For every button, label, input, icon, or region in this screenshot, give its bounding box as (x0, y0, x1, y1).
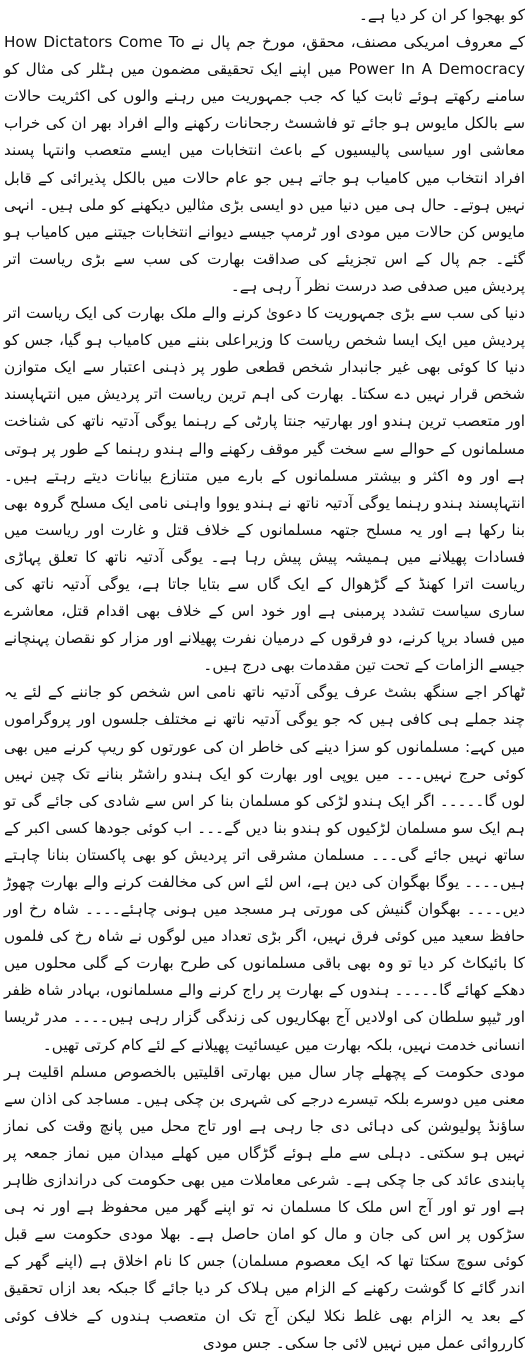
article-body (4, 2, 525, 1357)
article-paragraph-modi-government: مودی حکومت کے پچھلے چار سال میں بھارتی اقلیتیں بالخصوص مسلم اقلیت ہر معنی میں دوسرے بلکہ تیسرے درجے کی شہری بن چکی ہیں۔ مساجد کی اذان سے ساؤنڈ پولیوشن کی دہائی دی جا رہی ہے اور تاج محل میں پانچ وقت کی نماز نہیں ہو سکتی۔ دہلی سے ملے ہوئے گڑگاں میں کھلے میدان میں نماز جمعہ پر پابندی عائد کی جا چکی ہے۔ شرعی معاملات میں بھی حکومت کی دراندازی ظاہر ہے اور تو اور آج اس ملک کا مسلمان نہ تو اپنے گھر میں محفوظ ہے اور نہ ہی سڑکوں پر اس کی جان و مال کو امان حاصل ہے۔ بھلا مودی حکومت سے قبل کوئی سوچ سکتا تھا کہ ایک معصوم مسلمان) جس کا نام اخلاق ہے (اپنے گھر کے اندر گائے کا گوشت رکھنے کے الزام میں ہلاک کر دیا جائے گا جبکہ بعد ازاں تحقیق کے بعد یہ الزام بھی غلط نکلا لیکن آج تک ان متعصب ہندوں کے خلاف کوئی کارروائی عمل میں نہیں لائی جا سکی۔ جس مودی (4, 1062, 525, 1352)
article-paragraph-uttar-pradesh: دنیا کی سب سے بڑی جمہوریت کا دعویٰ کرنے والے ملک بھارت کی ایک ریاست اتر پردیش میں ایک ایسا شخص ریاست کا وزیراعلی بننے میں کامیاب ہو گیا، جس کو دنیا کا کوئی بھی غیر جانبدار شخص قطعی طور پر ذہنی اعتبار سے ایک متوازن شخص قرار نہیں دے سکتا۔ بھارت کی اہم ترین ریاست اتر پردیش میں انتہاپسند اور متعصب ترین ہندو اور بھارتیہ جنتا پارٹی کے رہنما یوگی آدتیہ ناتھ کی شناخت مسلمانوں کے حوالے سے سخت گیر موقف رکھنے والے ہندو رہنما کے طور پر ہوتی ہے اور وہ اکثر و بیشتر مسلمانوں کے بارے میں متنازع بیانات دیتے رہتے ہیں۔ انتہاپسند ہندو رہنما یوگی آدتیہ ناتھ نے ہندو یووا واہنی نامی ایک مسلح گروہ بھی بنا رکھا ہے اور یہ مسلح جتھہ مسلمانوں کے خلاف قتل و غارت اور ریاست میں فسادات پھیلانے میں ہمیشہ پیش پیش رہا ہے۔ یوگی آدتیہ ناتھ کا تعلق پہاڑی ریاست اترا کھنڈ کے گڑھوال کے ایک گاں سے بتایا جاتا ہے، یوگی آدتیہ ناتھ کی ساری سیاست تشدد پرمبنی ہے اور خود اس کے خلاف بھی اقدام قتل، معاشرے میں فساد برپا کرنے، دو فرقوں کے درمیان نفرت پھیلانے اور مزار کو نقصان پہنچانے جیسے الزامات کے تحت تین مقدمات بھی درج ہیں۔ (4, 304, 525, 675)
article-paragraph-quotes: ٹھاکر اجے سنگھ بشٹ عرف یوگی آدتیہ ناتھ نامی اس شخص کو جاننے کے لئے یہ چند جملے ہی کافی ہیں کہ جو یوگی آدتیہ ناتھ نے مختلف جلسوں اور پروگراموں میں کہے: مسلمانوں کو سزا دینے کی خاطر ان کی عورتوں کو ریپ کرنے میں بھی کوئی حرج نہیں۔۔۔ میں یوپی اور بھارت کو ایک ہندو راشٹر بنانے تک چین نہیں لوں گا۔۔۔۔۔ اگر ایک ہندو لڑکی کو مسلمان بنا کر اس سے شادی کی جائے گی تو ہم ایک سو مسلمان لڑکیوں کو ہندو بنا دیں گے۔۔۔ اب کوئی جودھا کسی اکبر کے ساتھ نہیں جائے گی۔۔۔ مسلمان مشرقی اتر پردیش کو بھی پاکستان بنانا چاہتے ہیں۔۔۔۔ یوگا بھگوان کی دین ہے، اس لئے اس کی مخالفت کرنے والے بھارت چھوڑ دیں۔۔۔۔ بھگوان گنیش کی مورتی ہر مسجد میں ہونی چاہئے۔۔۔۔ شاہ رخ اور حافظ سعید میں کوئی فرق نہیں، اگر بڑی تعداد میں لوگوں نے شاہ رخ کی فلموں کا بائیکاٹ کر دیا تو وہ بھی باقی مسلمانوں کی طرح بھارت کے گلی محلوں میں دھکے کھائے گا۔۔۔۔۔ ہندوں کے بھارت پر راج کرنے والے مسلمانوں، بہادر شاہ ظفر اور ٹیپو سلطان کی اولادیں آج بھکاریوں کی زندگی گزار رہی ہیں۔۔۔۔ مدر ٹریسا انسانی خدمت نہیں، بلکہ بھارت میں عیسائیت پھیلانے کے لئے کام کرتی تھیں۔ (4, 683, 525, 1054)
article-paragraph-jim-paul: کے معروف امریکی مصنف، محقق، مورخ جم پال نے How Dictators Come To Power In A Democracy میں اپنے ایک تحقیقی مضمون میں ہٹلر کی مثال کو سامنے رکھتے ہوئے ثابت کیا کہ جب جمہوریت میں رہنے والوں کی اکثریت حالات سے بالکل مایوس ہو جائے تو فاشسٹ رجحانات رکھنے والے افراد بھر ان کی خراب معاشی اور سیاسی پالیسیوں کے باعث انتخابات میں ایسے متعصب وانتہا پسند افراد انتخاب میں کامیاب ہو جاتے ہیں جو عام حالات میں بالکل پذیرائی کے قابل نہیں ہوتے۔ حال ہی میں دنیا میں دو ایسی بڑی مثالیں دیکھنے کو ملی ہیں۔ انہی مایوس کن حالات میں مودی اور ٹرمپ جیسے دیوانے انتخابات جیتنے میں کامیاب ہو گئے۔ جم پال کے اس تجزیئے کی صداقت بھارت کی سب سے بڑی ریاست اتر پردیش میں صدفی صد درست نظر آ رہی ہے۔ (4, 33, 525, 295)
article-paragraph-intro: کو بھجوا کر ان کر دیا ہے۔ (358, 6, 525, 24)
